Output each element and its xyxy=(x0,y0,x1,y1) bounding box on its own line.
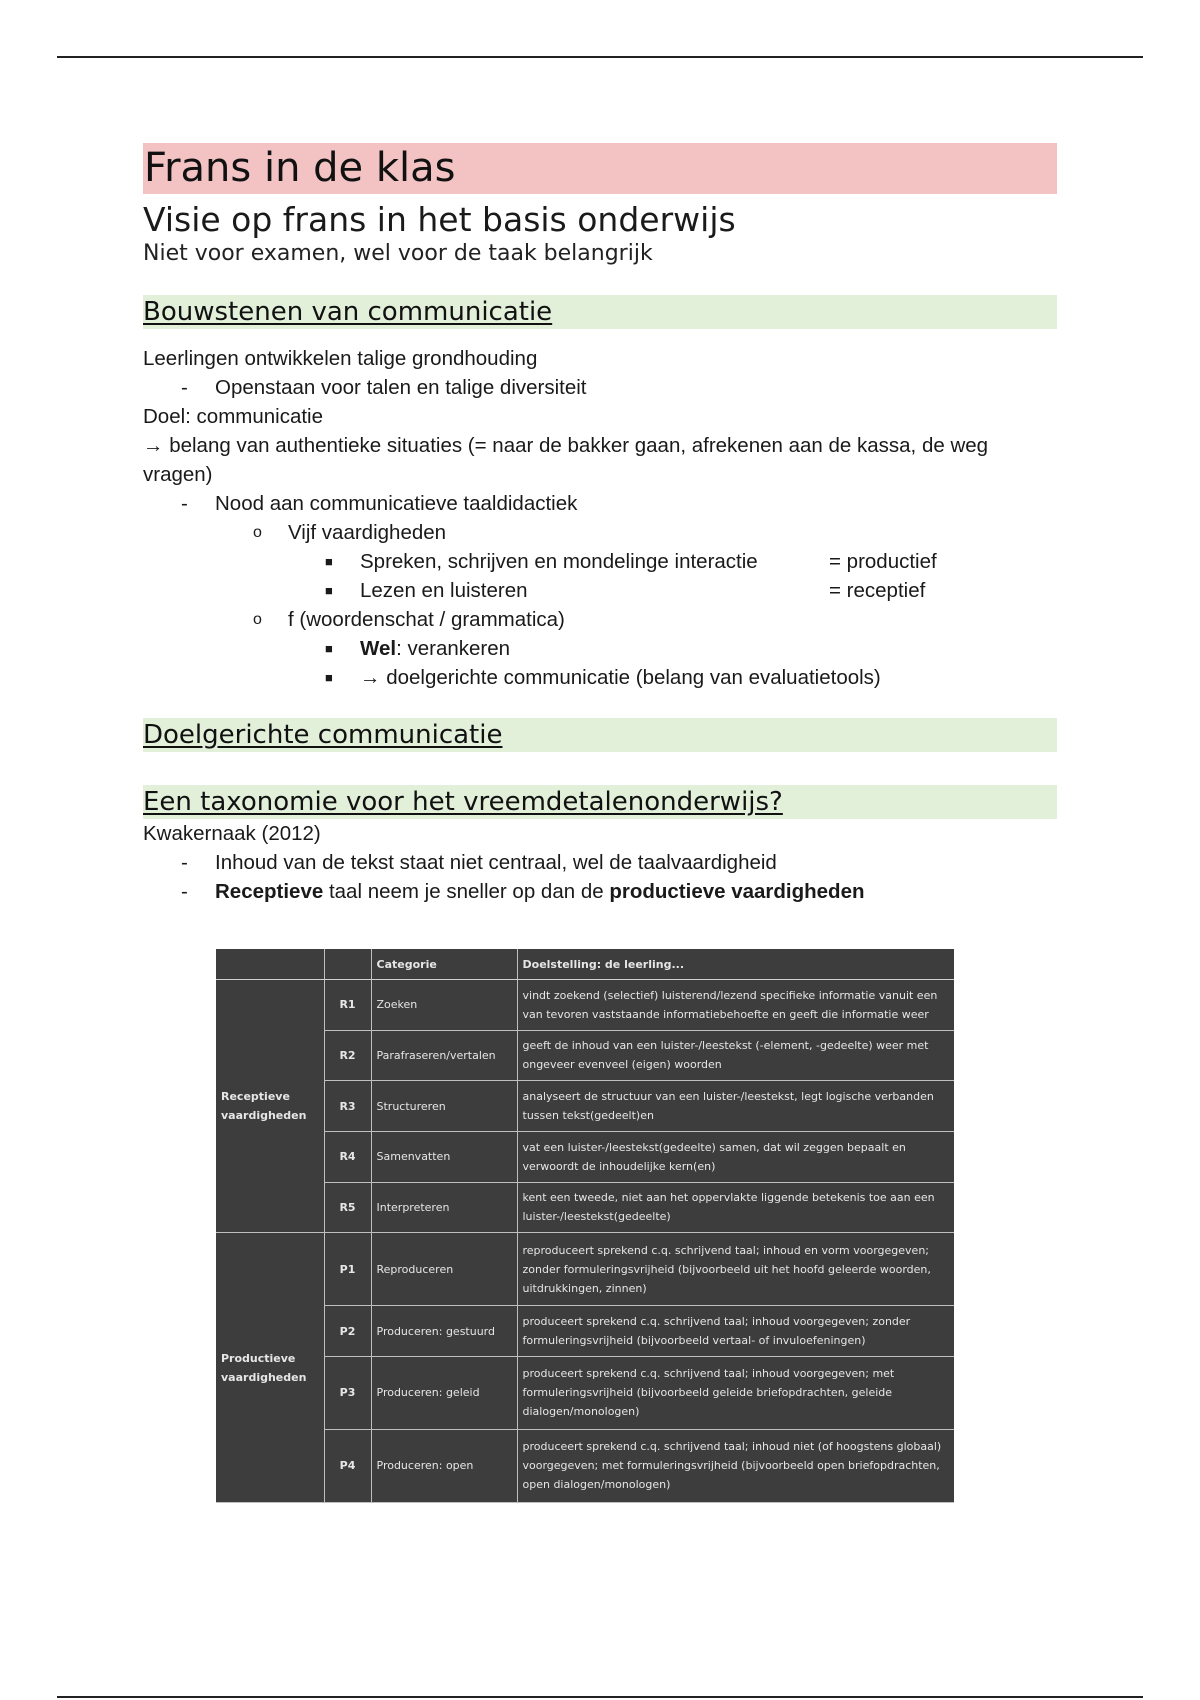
table-row: P3 Produceren: geleid produceert sprekend c.q. schrijvend taal; inhoud voorgegeven; met formuleringsvrijheid (bijvoorbeeld geleide briefopdrachten, geleide dialogen/monologen) xyxy=(216,1356,954,1429)
dash-bullet: - xyxy=(181,492,188,515)
document-note: Niet voor examen, wel voor de taak belangrijk xyxy=(143,241,653,266)
list-item: - Inhoud van de tekst staat niet centraal, wel de taalvaardigheid xyxy=(143,848,1057,877)
square-bullet: ■ xyxy=(325,554,333,569)
page-bottom-rule xyxy=(57,1696,1143,1698)
table-row: P2 Produceren: gestuurd produceert sprekend c.q. schrijvend taal; inhoud voorgegeven; zonder formuleringsvrijheid (bijvoorbeeld vertaal- of invuloefeningen) xyxy=(216,1306,954,1357)
circle-bullet: o xyxy=(253,524,262,541)
table-row: Receptieve vaardigheden R1 Zoeken vindt zoekend (selectief) luisterend/lezend specifieke informatie vanuit een van tevoren vaststaande informatiebehoefte en geeft die informatie weer xyxy=(216,980,954,1031)
list-item: ■ → doelgerichte communicatie (belang van evaluatietools) xyxy=(143,663,1057,692)
heading-bouwstenen: Bouwstenen van communicatie xyxy=(143,295,1057,329)
list-item: Doel: communicatie xyxy=(143,405,324,428)
table-row: R3 Structureren analyseert de structuur van een luister-/leestekst, legt logische verbanden tussen tekst(gedeelt)en xyxy=(216,1081,954,1132)
list-item: ■ Spreken, schrijven en mondelinge interactie = productief xyxy=(143,547,1057,576)
dash-bullet: - xyxy=(181,376,188,399)
square-bullet: ■ xyxy=(325,641,333,656)
table-header-empty xyxy=(324,949,371,980)
taxonomy-table-image xyxy=(216,949,954,1503)
document-title: Frans in de klas xyxy=(143,143,1057,194)
table-row: P4 Produceren: open produceert sprekend c.q. schrijvend taal; inhoud niet (of hoogstens globaal) voorgegeven; met formuleringsvrijheid (bijvoorbeeld open briefopdrachten, open dialogen/monologen) xyxy=(216,1429,954,1502)
productive-note: = productief xyxy=(829,550,937,573)
section-bouwstenen-body xyxy=(143,344,1057,692)
list-item: ■ Lezen en luisteren = receptief xyxy=(143,576,1057,605)
list-item: ■ Wel: verankeren xyxy=(143,634,1057,663)
table-row: R5 Interpreteren kent een tweede, niet aan het oppervlakte liggende betekenis toe aan een luister-/leestekst(gedeelte) xyxy=(216,1182,954,1233)
page-top-rule xyxy=(57,56,1143,58)
table-row: R4 Samenvatten vat een luister-/leestekst(gedeelte) samen, dat wil zeggen bepaalt en verwoordt de inhoudelijke kern(en) xyxy=(216,1131,954,1182)
dash-bullet: - xyxy=(181,851,188,874)
dash-bullet: - xyxy=(181,880,188,903)
group-receptive: Receptieve vaardigheden xyxy=(216,980,324,1233)
table-header-category: Categorie xyxy=(371,949,517,980)
list-item: - Openstaan voor talen en talige diversiteit xyxy=(143,373,1057,402)
list-item: - Receptieve taal neem je sneller op dan de productieve vaardigheden xyxy=(143,877,1057,906)
square-bullet: ■ xyxy=(325,670,333,685)
list-item: Leerlingen ontwikkelen talige grondhouding xyxy=(143,347,538,370)
receptive-note: = receptief xyxy=(829,579,926,602)
table-header-empty xyxy=(216,949,324,980)
list-item: - Nood aan communicatieve taaldidactiek xyxy=(143,489,1057,518)
document-body xyxy=(143,143,1057,906)
table-row: R2 Parafraseren/vertalen geeft de inhoud van een luister-/leestekst (-element, -gedeelte) weer met ongeveer evenveel (eigen) woorden xyxy=(216,1030,954,1081)
list-item: o f (woordenschat / grammatica) xyxy=(143,605,1057,634)
heading-taxonomie: Een taxonomie voor het vreemdetalenonderwijs? xyxy=(143,785,1057,819)
list-item: o Vijf vaardigheden xyxy=(143,518,1057,547)
table-header-goal: Doelstelling: de leerling... xyxy=(517,949,954,980)
list-item: → belang van authentieke situaties (= naar de bakker gaan, afrekenen aan de kassa, de weg vragen) xyxy=(143,434,989,486)
heading-doelgerichte: Doelgerichte communicatie xyxy=(143,718,1057,752)
document-subtitle: Visie op frans in het basis onderwijs xyxy=(143,200,736,239)
square-bullet: ■ xyxy=(325,583,333,598)
table-row: Productieve vaardigheden P1 Reproduceren reproduceert sprekend c.q. schrijvend taal; inhoud en vorm voorgegeven; zonder formuleringsvrijheid (bijvoorbeeld uit het hoofd geleerde woorden, uitdrukkingen, zinnen) xyxy=(216,1233,954,1306)
group-productive: Productieve vaardigheden xyxy=(216,1233,324,1503)
circle-bullet: o xyxy=(253,611,262,628)
section-taxonomie-body xyxy=(143,819,1057,906)
list-item: Kwakernaak (2012) xyxy=(143,822,321,845)
